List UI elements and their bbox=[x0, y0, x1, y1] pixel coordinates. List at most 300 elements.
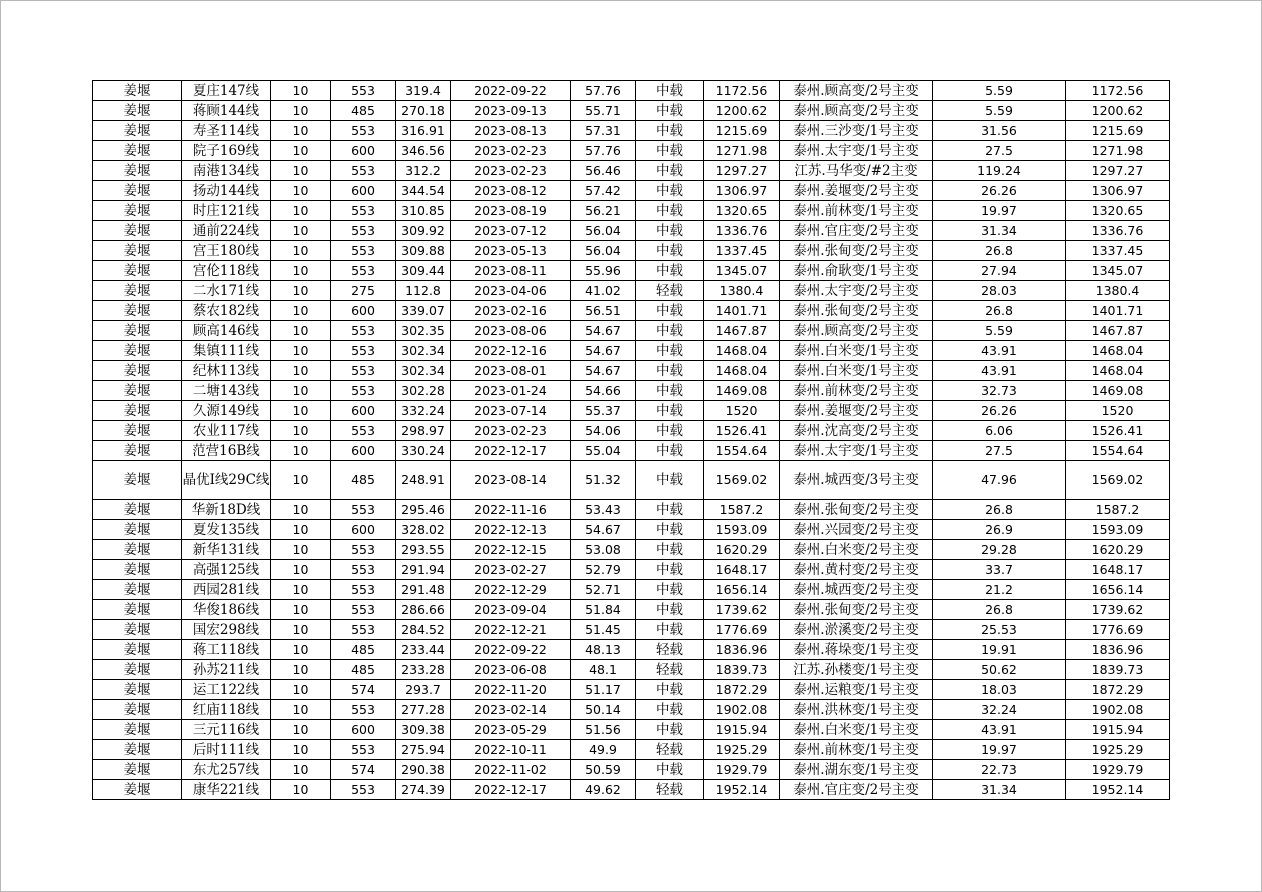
cell-max-load: 295.46 bbox=[396, 500, 451, 520]
table-row bbox=[93, 600, 1170, 620]
table-row bbox=[93, 680, 1170, 700]
cell-district: 姜堰 bbox=[93, 560, 182, 580]
cell-max-load-date: 2022-11-16 bbox=[451, 500, 571, 520]
cell-transformer-metric: 6.06 bbox=[933, 421, 1066, 441]
cell-transformer-metric: 43.91 bbox=[933, 341, 1066, 361]
cell-capacity-copy: 1656.14 bbox=[1066, 580, 1170, 600]
cell-load-rate: 52.71 bbox=[571, 580, 636, 600]
cell-district: 姜堰 bbox=[93, 161, 182, 181]
cell-capacity-copy: 1739.62 bbox=[1066, 600, 1170, 620]
cell-max-load-date: 2023-02-23 bbox=[451, 161, 571, 181]
cell-capacity-copy: 1271.98 bbox=[1066, 141, 1170, 161]
table-row bbox=[93, 221, 1170, 241]
table-row bbox=[93, 441, 1170, 461]
cell-transformer-metric: 119.24 bbox=[933, 161, 1066, 181]
cell-load-rate: 51.45 bbox=[571, 620, 636, 640]
cell-load-rate: 48.1 bbox=[571, 660, 636, 680]
cell-max-load: 277.28 bbox=[396, 700, 451, 720]
table-row bbox=[93, 241, 1170, 261]
cell-district: 姜堰 bbox=[93, 540, 182, 560]
cell-load-rate: 54.06 bbox=[571, 421, 636, 441]
cell-rated-capacity: 553 bbox=[331, 740, 396, 760]
cell-capacity-copy: 1925.29 bbox=[1066, 740, 1170, 760]
cell-capacity-copy: 1469.08 bbox=[1066, 381, 1170, 401]
cell-line-name: 华新18D线 bbox=[182, 500, 271, 520]
cell-max-load: 274.39 bbox=[396, 780, 451, 800]
cell-line-name: 新华131线 bbox=[182, 540, 271, 560]
cell-capacity-value: 1345.07 bbox=[704, 261, 780, 281]
cell-max-load-date: 2023-07-12 bbox=[451, 221, 571, 241]
cell-line-name: 范营16B线 bbox=[182, 441, 271, 461]
cell-transformer-metric: 31.34 bbox=[933, 221, 1066, 241]
cell-max-load: 291.94 bbox=[396, 560, 451, 580]
cell-max-load-date: 2023-04-06 bbox=[451, 281, 571, 301]
cell-load-level: 中载 bbox=[636, 261, 704, 281]
table-row bbox=[93, 81, 1170, 101]
cell-max-load-date: 2023-02-23 bbox=[451, 421, 571, 441]
cell-load-rate: 51.84 bbox=[571, 600, 636, 620]
table-row bbox=[93, 181, 1170, 201]
cell-transformer-metric: 26.8 bbox=[933, 241, 1066, 261]
cell-load-rate: 55.04 bbox=[571, 441, 636, 461]
cell-capacity-copy: 1380.4 bbox=[1066, 281, 1170, 301]
cell-load-level: 中载 bbox=[636, 441, 704, 461]
cell-capacity-copy: 1215.69 bbox=[1066, 121, 1170, 141]
cell-district: 姜堰 bbox=[93, 221, 182, 241]
cell-max-load: 328.02 bbox=[396, 520, 451, 540]
cell-capacity-value: 1915.94 bbox=[704, 720, 780, 740]
table-row bbox=[93, 361, 1170, 381]
cell-transformer-metric: 26.8 bbox=[933, 500, 1066, 520]
cell-max-load: 309.88 bbox=[396, 241, 451, 261]
cell-max-load-date: 2022-12-15 bbox=[451, 540, 571, 560]
cell-capacity-copy: 1468.04 bbox=[1066, 341, 1170, 361]
cell-max-load-date: 2023-06-08 bbox=[451, 660, 571, 680]
cell-source-transformer: 泰州.俞耿变/1号主变 bbox=[780, 261, 933, 281]
cell-load-rate: 56.04 bbox=[571, 241, 636, 261]
cell-load-rate: 56.46 bbox=[571, 161, 636, 181]
cell-line-name: 宫伦118线 bbox=[182, 261, 271, 281]
cell-voltage: 10 bbox=[271, 341, 331, 361]
cell-load-level: 中载 bbox=[636, 181, 704, 201]
cell-rated-capacity: 485 bbox=[331, 461, 396, 500]
cell-load-rate: 55.37 bbox=[571, 401, 636, 421]
cell-line-name: 扬动144线 bbox=[182, 181, 271, 201]
cell-transformer-metric: 26.26 bbox=[933, 181, 1066, 201]
cell-load-rate: 54.67 bbox=[571, 321, 636, 341]
cell-rated-capacity: 600 bbox=[331, 141, 396, 161]
cell-line-name: 寿圣114线 bbox=[182, 121, 271, 141]
cell-voltage: 10 bbox=[271, 121, 331, 141]
cell-capacity-value: 1401.71 bbox=[704, 301, 780, 321]
cell-max-load: 284.52 bbox=[396, 620, 451, 640]
cell-voltage: 10 bbox=[271, 580, 331, 600]
cell-capacity-copy: 1297.27 bbox=[1066, 161, 1170, 181]
cell-source-transformer: 泰州.沈高变/2号主变 bbox=[780, 421, 933, 441]
cell-capacity-value: 1215.69 bbox=[704, 121, 780, 141]
cell-district: 姜堰 bbox=[93, 361, 182, 381]
cell-max-load: 233.28 bbox=[396, 660, 451, 680]
cell-line-name: 运工122线 bbox=[182, 680, 271, 700]
cell-load-rate: 49.62 bbox=[571, 780, 636, 800]
table-row bbox=[93, 301, 1170, 321]
cell-line-name: 孙苏211线 bbox=[182, 660, 271, 680]
cell-transformer-metric: 19.97 bbox=[933, 740, 1066, 760]
cell-voltage: 10 bbox=[271, 660, 331, 680]
cell-voltage: 10 bbox=[271, 241, 331, 261]
cell-voltage: 10 bbox=[271, 680, 331, 700]
cell-max-load: 302.34 bbox=[396, 361, 451, 381]
cell-load-rate: 57.76 bbox=[571, 141, 636, 161]
cell-transformer-metric: 28.03 bbox=[933, 281, 1066, 301]
cell-capacity-value: 1593.09 bbox=[704, 520, 780, 540]
cell-line-name: 时庄121线 bbox=[182, 201, 271, 221]
cell-max-load: 316.91 bbox=[396, 121, 451, 141]
cell-voltage: 10 bbox=[271, 620, 331, 640]
cell-voltage: 10 bbox=[271, 640, 331, 660]
cell-max-load-date: 2023-08-12 bbox=[451, 181, 571, 201]
cell-district: 姜堰 bbox=[93, 760, 182, 780]
cell-district: 姜堰 bbox=[93, 321, 182, 341]
cell-line-name: 久源149线 bbox=[182, 401, 271, 421]
table-row bbox=[93, 401, 1170, 421]
cell-max-load-date: 2022-12-13 bbox=[451, 520, 571, 540]
cell-source-transformer: 江苏.孙楼变/1号主变 bbox=[780, 660, 933, 680]
cell-line-name: 二水171线 bbox=[182, 281, 271, 301]
cell-max-load-date: 2023-08-19 bbox=[451, 201, 571, 221]
cell-load-level: 轻载 bbox=[636, 660, 704, 680]
cell-district: 姜堰 bbox=[93, 520, 182, 540]
cell-capacity-copy: 1902.08 bbox=[1066, 700, 1170, 720]
cell-load-level: 中载 bbox=[636, 680, 704, 700]
cell-transformer-metric: 19.91 bbox=[933, 640, 1066, 660]
cell-capacity-value: 1526.41 bbox=[704, 421, 780, 441]
cell-max-load: 112.8 bbox=[396, 281, 451, 301]
cell-load-level: 中载 bbox=[636, 341, 704, 361]
cell-source-transformer: 泰州.三沙变/1号主变 bbox=[780, 121, 933, 141]
cell-line-name: 红庙118线 bbox=[182, 700, 271, 720]
cell-capacity-copy: 1320.65 bbox=[1066, 201, 1170, 221]
cell-capacity-value: 1297.27 bbox=[704, 161, 780, 181]
cell-load-rate: 51.17 bbox=[571, 680, 636, 700]
cell-rated-capacity: 553 bbox=[331, 221, 396, 241]
cell-rated-capacity: 553 bbox=[331, 321, 396, 341]
cell-source-transformer: 泰州.张甸变/2号主变 bbox=[780, 600, 933, 620]
cell-max-load-date: 2023-07-14 bbox=[451, 401, 571, 421]
cell-transformer-metric: 27.5 bbox=[933, 141, 1066, 161]
table-row bbox=[93, 740, 1170, 760]
cell-voltage: 10 bbox=[271, 381, 331, 401]
cell-capacity-copy: 1593.09 bbox=[1066, 520, 1170, 540]
cell-load-level: 中载 bbox=[636, 560, 704, 580]
cell-load-level: 中载 bbox=[636, 500, 704, 520]
cell-transformer-metric: 31.56 bbox=[933, 121, 1066, 141]
cell-line-name: 南港134线 bbox=[182, 161, 271, 181]
cell-voltage: 10 bbox=[271, 441, 331, 461]
cell-voltage: 10 bbox=[271, 361, 331, 381]
cell-max-load-date: 2023-08-11 bbox=[451, 261, 571, 281]
cell-transformer-metric: 43.91 bbox=[933, 720, 1066, 740]
cell-voltage: 10 bbox=[271, 81, 331, 101]
cell-source-transformer: 泰州.顾高变/2号主变 bbox=[780, 101, 933, 121]
cell-district: 姜堰 bbox=[93, 660, 182, 680]
cell-rated-capacity: 553 bbox=[331, 540, 396, 560]
cell-transformer-metric: 5.59 bbox=[933, 101, 1066, 121]
cell-max-load: 344.54 bbox=[396, 181, 451, 201]
cell-capacity-value: 1306.97 bbox=[704, 181, 780, 201]
cell-load-level: 中载 bbox=[636, 301, 704, 321]
cell-source-transformer: 泰州.城西变/2号主变 bbox=[780, 580, 933, 600]
cell-max-load-date: 2023-02-23 bbox=[451, 141, 571, 161]
cell-voltage: 10 bbox=[271, 760, 331, 780]
cell-line-name: 宫王180线 bbox=[182, 241, 271, 261]
cell-rated-capacity: 553 bbox=[331, 580, 396, 600]
cell-max-load: 270.18 bbox=[396, 101, 451, 121]
cell-capacity-value: 1468.04 bbox=[704, 341, 780, 361]
cell-voltage: 10 bbox=[271, 401, 331, 421]
cell-load-rate: 51.32 bbox=[571, 461, 636, 500]
cell-load-level: 中载 bbox=[636, 401, 704, 421]
cell-transformer-metric: 31.34 bbox=[933, 780, 1066, 800]
cell-load-rate: 49.9 bbox=[571, 740, 636, 760]
cell-max-load: 302.28 bbox=[396, 381, 451, 401]
cell-transformer-metric: 47.96 bbox=[933, 461, 1066, 500]
cell-transformer-metric: 29.28 bbox=[933, 540, 1066, 560]
cell-max-load-date: 2022-10-11 bbox=[451, 740, 571, 760]
cell-load-level: 中载 bbox=[636, 520, 704, 540]
cell-load-rate: 54.67 bbox=[571, 520, 636, 540]
cell-transformer-metric: 43.91 bbox=[933, 361, 1066, 381]
cell-voltage: 10 bbox=[271, 560, 331, 580]
table-row bbox=[93, 121, 1170, 141]
cell-rated-capacity: 553 bbox=[331, 780, 396, 800]
cell-max-load: 309.38 bbox=[396, 720, 451, 740]
cell-source-transformer: 泰州.张甸变/2号主变 bbox=[780, 301, 933, 321]
table-row bbox=[93, 421, 1170, 441]
cell-capacity-copy: 1915.94 bbox=[1066, 720, 1170, 740]
cell-max-load-date: 2022-12-16 bbox=[451, 341, 571, 361]
cell-source-transformer: 泰州.姜堰变/2号主变 bbox=[780, 181, 933, 201]
cell-max-load: 290.38 bbox=[396, 760, 451, 780]
cell-max-load-date: 2023-02-27 bbox=[451, 560, 571, 580]
cell-rated-capacity: 553 bbox=[331, 560, 396, 580]
cell-line-name: 集镇111线 bbox=[182, 341, 271, 361]
data-table bbox=[92, 80, 1170, 800]
cell-capacity-copy: 1526.41 bbox=[1066, 421, 1170, 441]
cell-line-name: 二塘143线 bbox=[182, 381, 271, 401]
cell-line-name: 康华221线 bbox=[182, 780, 271, 800]
cell-source-transformer: 泰州.官庄变/2号主变 bbox=[780, 780, 933, 800]
cell-rated-capacity: 600 bbox=[331, 720, 396, 740]
cell-rated-capacity: 553 bbox=[331, 700, 396, 720]
cell-load-rate: 57.76 bbox=[571, 81, 636, 101]
cell-district: 姜堰 bbox=[93, 181, 182, 201]
cell-capacity-value: 1554.64 bbox=[704, 441, 780, 461]
cell-voltage: 10 bbox=[271, 740, 331, 760]
cell-district: 姜堰 bbox=[93, 461, 182, 500]
cell-line-name: 院子169线 bbox=[182, 141, 271, 161]
cell-load-rate: 57.42 bbox=[571, 181, 636, 201]
cell-district: 姜堰 bbox=[93, 580, 182, 600]
cell-load-level: 中载 bbox=[636, 421, 704, 441]
cell-line-name: 晶优Ⅰ线29C线 bbox=[182, 461, 271, 500]
cell-source-transformer: 泰州.城西变/3号主变 bbox=[780, 461, 933, 500]
cell-capacity-copy: 1872.29 bbox=[1066, 680, 1170, 700]
cell-voltage: 10 bbox=[271, 421, 331, 441]
cell-max-load: 233.44 bbox=[396, 640, 451, 660]
cell-max-load-date: 2023-08-01 bbox=[451, 361, 571, 381]
cell-line-name: 夏庄147线 bbox=[182, 81, 271, 101]
cell-source-transformer: 泰州.运粮变/1号主变 bbox=[780, 680, 933, 700]
cell-rated-capacity: 275 bbox=[331, 281, 396, 301]
cell-line-name: 夏发135线 bbox=[182, 520, 271, 540]
cell-rated-capacity: 553 bbox=[331, 341, 396, 361]
table-row bbox=[93, 341, 1170, 361]
cell-district: 姜堰 bbox=[93, 141, 182, 161]
cell-rated-capacity: 600 bbox=[331, 401, 396, 421]
cell-load-level: 中载 bbox=[636, 81, 704, 101]
cell-max-load: 293.55 bbox=[396, 540, 451, 560]
cell-rated-capacity: 553 bbox=[331, 261, 396, 281]
cell-capacity-copy: 1467.87 bbox=[1066, 321, 1170, 341]
cell-load-level: 中载 bbox=[636, 700, 704, 720]
cell-max-load: 302.35 bbox=[396, 321, 451, 341]
cell-capacity-value: 1337.45 bbox=[704, 241, 780, 261]
cell-line-name: 高强125线 bbox=[182, 560, 271, 580]
cell-district: 姜堰 bbox=[93, 780, 182, 800]
table-row bbox=[93, 500, 1170, 520]
cell-source-transformer: 泰州.前林变/1号主变 bbox=[780, 201, 933, 221]
cell-voltage: 10 bbox=[271, 720, 331, 740]
cell-voltage: 10 bbox=[271, 101, 331, 121]
cell-capacity-copy: 1952.14 bbox=[1066, 780, 1170, 800]
table-row bbox=[93, 261, 1170, 281]
cell-line-name: 蔡农182线 bbox=[182, 301, 271, 321]
cell-capacity-copy: 1336.76 bbox=[1066, 221, 1170, 241]
cell-rated-capacity: 485 bbox=[331, 660, 396, 680]
cell-load-level: 中载 bbox=[636, 321, 704, 341]
cell-source-transformer: 泰州.白米变/1号主变 bbox=[780, 341, 933, 361]
cell-transformer-metric: 19.97 bbox=[933, 201, 1066, 221]
table-row bbox=[93, 201, 1170, 221]
cell-district: 姜堰 bbox=[93, 500, 182, 520]
cell-district: 姜堰 bbox=[93, 81, 182, 101]
cell-voltage: 10 bbox=[271, 500, 331, 520]
cell-transformer-metric: 33.7 bbox=[933, 560, 1066, 580]
cell-voltage: 10 bbox=[271, 540, 331, 560]
cell-max-load: 309.92 bbox=[396, 221, 451, 241]
cell-rated-capacity: 553 bbox=[331, 500, 396, 520]
cell-max-load: 309.44 bbox=[396, 261, 451, 281]
cell-max-load-date: 2022-12-29 bbox=[451, 580, 571, 600]
cell-transformer-metric: 5.59 bbox=[933, 81, 1066, 101]
table-row bbox=[93, 161, 1170, 181]
cell-capacity-value: 1200.62 bbox=[704, 101, 780, 121]
cell-district: 姜堰 bbox=[93, 381, 182, 401]
cell-line-name: 国宏298线 bbox=[182, 620, 271, 640]
cell-rated-capacity: 600 bbox=[331, 441, 396, 461]
cell-load-rate: 48.13 bbox=[571, 640, 636, 660]
cell-max-load: 310.85 bbox=[396, 201, 451, 221]
cell-capacity-value: 1569.02 bbox=[704, 461, 780, 500]
cell-load-rate: 54.66 bbox=[571, 381, 636, 401]
cell-transformer-metric: 26.26 bbox=[933, 401, 1066, 421]
cell-transformer-metric: 27.94 bbox=[933, 261, 1066, 281]
cell-rated-capacity: 600 bbox=[331, 301, 396, 321]
cell-load-rate: 53.43 bbox=[571, 500, 636, 520]
cell-capacity-value: 1656.14 bbox=[704, 580, 780, 600]
cell-rated-capacity: 553 bbox=[331, 201, 396, 221]
cell-max-load-date: 2023-08-14 bbox=[451, 461, 571, 500]
cell-max-load-date: 2023-05-13 bbox=[451, 241, 571, 261]
cell-source-transformer: 泰州.顾高变/2号主变 bbox=[780, 81, 933, 101]
cell-capacity-value: 1467.87 bbox=[704, 321, 780, 341]
cell-rated-capacity: 553 bbox=[331, 600, 396, 620]
cell-capacity-value: 1380.4 bbox=[704, 281, 780, 301]
cell-capacity-copy: 1929.79 bbox=[1066, 760, 1170, 780]
cell-capacity-value: 1836.96 bbox=[704, 640, 780, 660]
cell-voltage: 10 bbox=[271, 161, 331, 181]
cell-transformer-metric: 26.8 bbox=[933, 301, 1066, 321]
cell-load-level: 中载 bbox=[636, 720, 704, 740]
cell-transformer-metric: 21.2 bbox=[933, 580, 1066, 600]
cell-capacity-copy: 1836.96 bbox=[1066, 640, 1170, 660]
cell-source-transformer: 泰州.官庄变/2号主变 bbox=[780, 221, 933, 241]
cell-load-level: 中载 bbox=[636, 161, 704, 181]
cell-load-rate: 57.31 bbox=[571, 121, 636, 141]
cell-max-load: 330.24 bbox=[396, 441, 451, 461]
cell-max-load-date: 2022-11-20 bbox=[451, 680, 571, 700]
cell-max-load-date: 2023-02-14 bbox=[451, 700, 571, 720]
cell-rated-capacity: 553 bbox=[331, 361, 396, 381]
cell-max-load: 339.07 bbox=[396, 301, 451, 321]
cell-voltage: 10 bbox=[271, 301, 331, 321]
cell-max-load: 275.94 bbox=[396, 740, 451, 760]
cell-line-name: 蒋工118线 bbox=[182, 640, 271, 660]
cell-capacity-value: 1872.29 bbox=[704, 680, 780, 700]
cell-voltage: 10 bbox=[271, 321, 331, 341]
table-row bbox=[93, 660, 1170, 680]
cell-max-load-date: 2023-05-29 bbox=[451, 720, 571, 740]
cell-rated-capacity: 485 bbox=[331, 101, 396, 121]
cell-source-transformer: 泰州.白米变/2号主变 bbox=[780, 540, 933, 560]
cell-capacity-copy: 1776.69 bbox=[1066, 620, 1170, 640]
cell-load-level: 轻载 bbox=[636, 740, 704, 760]
table-row bbox=[93, 321, 1170, 341]
cell-source-transformer: 泰州.顾高变/2号主变 bbox=[780, 321, 933, 341]
cell-capacity-value: 1172.56 bbox=[704, 81, 780, 101]
cell-load-level: 中载 bbox=[636, 141, 704, 161]
cell-capacity-copy: 1620.29 bbox=[1066, 540, 1170, 560]
cell-capacity-value: 1520 bbox=[704, 401, 780, 421]
cell-capacity-value: 1952.14 bbox=[704, 780, 780, 800]
cell-source-transformer: 泰州.淤溪变/2号主变 bbox=[780, 620, 933, 640]
cell-transformer-metric: 5.59 bbox=[933, 321, 1066, 341]
cell-max-load-date: 2023-09-04 bbox=[451, 600, 571, 620]
cell-source-transformer: 泰州.蒋垛变/1号主变 bbox=[780, 640, 933, 660]
cell-max-load: 302.34 bbox=[396, 341, 451, 361]
cell-max-load-date: 2022-12-17 bbox=[451, 441, 571, 461]
cell-capacity-value: 1336.76 bbox=[704, 221, 780, 241]
cell-line-name: 蒋顾144线 bbox=[182, 101, 271, 121]
cell-max-load: 298.97 bbox=[396, 421, 451, 441]
cell-capacity-copy: 1648.17 bbox=[1066, 560, 1170, 580]
cell-district: 姜堰 bbox=[93, 640, 182, 660]
cell-district: 姜堰 bbox=[93, 600, 182, 620]
cell-voltage: 10 bbox=[271, 700, 331, 720]
cell-rated-capacity: 600 bbox=[331, 520, 396, 540]
cell-load-rate: 51.56 bbox=[571, 720, 636, 740]
